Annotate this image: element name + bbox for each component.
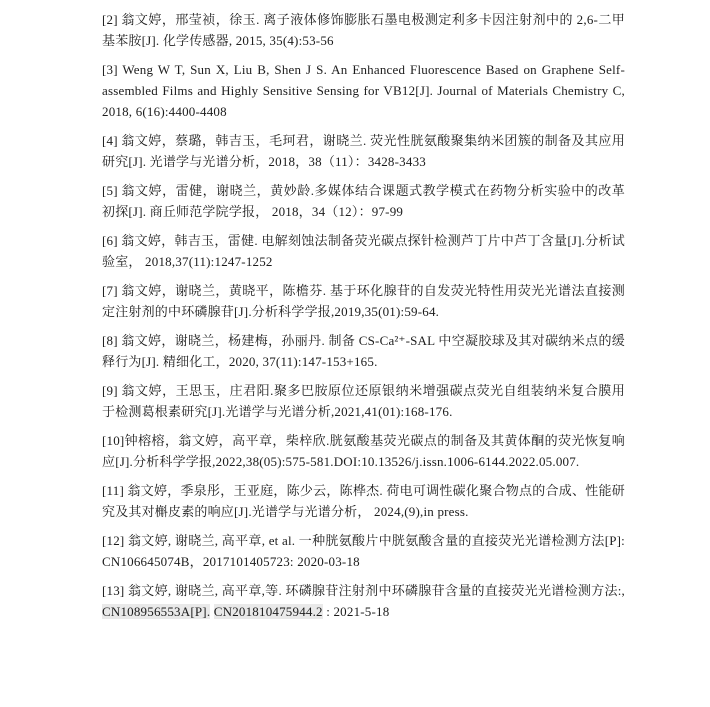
reference-text: [11] 翁文婷，季泉彤，王亚庭，陈少云，陈桦杰. 荷电可调性碳化聚合物点的合成、性能研究及其对槲皮素的响应[J].光谱学与光谱分析， 2024,(9),in press. <box>102 483 625 519</box>
reference-item-7 <box>102 280 625 322</box>
reference-item-11 <box>102 480 625 522</box>
reference-item-9 <box>102 380 625 422</box>
reference-item-5 <box>102 180 625 222</box>
reference-text: [2] 翁文婷，邢莹祯，徐玉. 离子液体修饰膨胀石墨电极测定利多卡因注射剂中的 2,6-二甲基苯胺[J]. 化学传感器, 2015, 35(4):53-56 <box>102 12 625 48</box>
reference-text: [13] 翁文婷, 谢晓兰, 高平章,等. 环磷腺苷注射剂中环磷腺苷含量的直接荧光光谱检测方法:, <box>102 583 625 598</box>
reference-item-10 <box>102 430 625 472</box>
reference-item-4 <box>102 130 625 172</box>
reference-text: [5] 翁文婷，雷健，谢晓兰，黄妙龄.多媒体结合课题式教学模式在药物分析实验中的改革初探[J]. 商丘师范学院学报， 2018，34（12）：97-99 <box>102 183 625 219</box>
reference-item-2 <box>102 9 625 51</box>
reference-text: [4] 翁文婷，蔡璐，韩吉玉，毛珂君，谢晓兰. 荧光性胱氨酸聚集纳米团簇的制备及其应用研究[J]. 光谱学与光谱分析，2018，38（11）：3428-3433 <box>102 133 625 169</box>
reference-list <box>102 9 625 622</box>
reference-text: : 2021-5-18 <box>322 604 390 619</box>
reference-text: [12] 翁文婷, 谢晓兰, 高平章, et al. 一种胱氨酸片中胱氨酸含量的直接荧光光谱检测方法[P]: CN106645074B，2017101405723: 2020-03-18 <box>102 533 625 569</box>
reference-item-3 <box>102 59 625 122</box>
reference-item-12 <box>102 530 625 572</box>
reference-text: [8] 翁文婷，谢晓兰，杨建梅，孙丽丹. 制备 CS-Ca²⁺-SAL 中空凝胶球及其对碳纳米点的缓释行为[J]. 精细化工，2020, 37(11):147-153+165. <box>102 333 625 369</box>
reference-item-8 <box>102 330 625 372</box>
patent-number-highlight: CN108956553A[P]. <box>102 604 211 619</box>
reference-item-6 <box>102 230 625 272</box>
patent-number-highlight: CN201810475944.2 <box>213 604 323 619</box>
reference-text: [7] 翁文婷，谢晓兰，黄晓平，陈檐芬. 基于环化腺苷的自发荧光特性用荧光光谱法直接测定注射剂的中环磷腺苷[J].分析科学学报,2019,35(01):59-64. <box>102 283 625 319</box>
reference-text: [9] 翁文婷，王思玉，庄君阳.聚多巴胺原位还原银纳米增强碳点荧光自组装纳米复合膜用于检测葛根素研究[J].光谱学与光谱分析,2021,41(01):168-176. <box>102 383 625 419</box>
reference-item-13 <box>102 580 625 622</box>
reference-text: [10]钟榕榕，翁文婷，高平章，柴梓欣.胱氨酸基荧光碳点的制备及其黄体酮的荧光恢复响应[J].分析科学学报,2022,38(05):575-581.DOI:10.13526/j.issn.1006-6144.2022.05.007. <box>102 433 625 469</box>
reference-text: [6] 翁文婷，韩吉玉，雷健. 电解刻蚀法制备荧光碳点探针检测芦丁片中芦丁含量[J].分析试验室， 2018,37(11):1247-1252 <box>102 233 625 269</box>
reference-text: [3] Weng W T, Sun X, Liu B, Shen J S. An Enhanced Fluorescence Based on Graphene Self-assembled Films and Highly Sensitive Sensing for VB12[J]. Journal of Materials Chemistry C, 2018, 6(16):4400-4408 <box>102 62 625 119</box>
